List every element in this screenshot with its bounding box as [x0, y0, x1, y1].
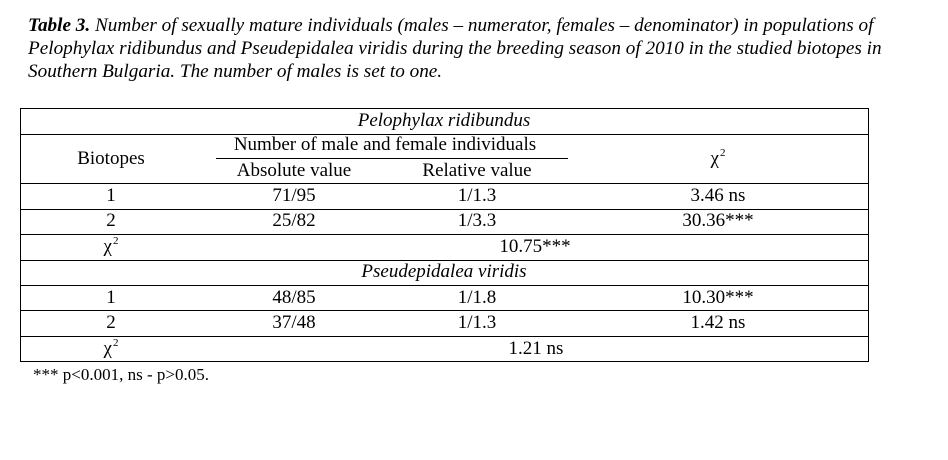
species-heading-1: Pelophylax ridibundus	[357, 110, 531, 131]
table-cell-chi: 30.36***	[682, 210, 754, 231]
chi-row-value: 10.75***	[499, 236, 571, 257]
chi-row-value: 1.21 ns	[508, 338, 564, 359]
header-absolute-value: Absolute value	[236, 160, 352, 181]
header-relative-value: Relative value	[422, 160, 532, 181]
table-cell-absolute: 71/95	[272, 185, 316, 206]
table-top-border	[20, 108, 869, 109]
table-cell-chi: 1.42 ns	[690, 312, 746, 333]
table-cell-biotope: 2	[106, 210, 116, 231]
header-chi-square: $\chi^2$	[710, 147, 726, 169]
table-bottom-border	[20, 361, 869, 362]
table-cell-biotope: 2	[106, 312, 116, 333]
table-cell-biotope: 1	[106, 185, 116, 206]
species-heading-2: Pseudepidalea viridis	[361, 261, 527, 282]
table-cell-chi: 10.30***	[682, 287, 754, 308]
rule-under-species-2	[20, 285, 869, 286]
table-footnote: *** p<0.001, ns - p>0.05.	[33, 365, 209, 384]
rule-row-4	[20, 336, 869, 337]
table-left-border	[20, 108, 21, 362]
table-caption	[28, 14, 933, 83]
chi-row-label: $\chi^2$	[103, 337, 119, 359]
caption-lead: Table 3.	[28, 15, 91, 36]
table-cell-absolute: 25/82	[272, 210, 316, 231]
table-cell-chi: 3.46 ns	[690, 185, 746, 206]
rule-row-3	[20, 310, 869, 311]
table-cell-absolute: 48/85	[272, 287, 316, 308]
rule-row-2	[20, 234, 869, 235]
table-cell-relative: 1/1.3	[457, 185, 497, 206]
table-cell-relative: 1/1.3	[457, 312, 497, 333]
rule-under-header	[20, 183, 869, 184]
header-biotopes: Biotopes	[77, 148, 145, 169]
header-number-group: Number of male and female individuals	[233, 134, 537, 155]
caption-text: Number of sexually mature individuals (males – numerator, females – denominator) in populations of Pelophylax ridibundus and Pseudepidalea viridis during the breeding season of 2010 in the studied biotopes in Southern Bulgaria. The number of males is set to one.	[28, 15, 882, 82]
table-right-border	[868, 108, 869, 362]
table-cell-absolute: 37/48	[272, 312, 316, 333]
table-cell-biotope: 1	[106, 287, 116, 308]
table-cell-relative: 1/1.8	[457, 287, 497, 308]
chi-row-label: $\chi^2$	[103, 235, 119, 257]
rule-under-group-header	[216, 158, 568, 159]
table-cell-relative: 1/3.3	[457, 210, 497, 231]
